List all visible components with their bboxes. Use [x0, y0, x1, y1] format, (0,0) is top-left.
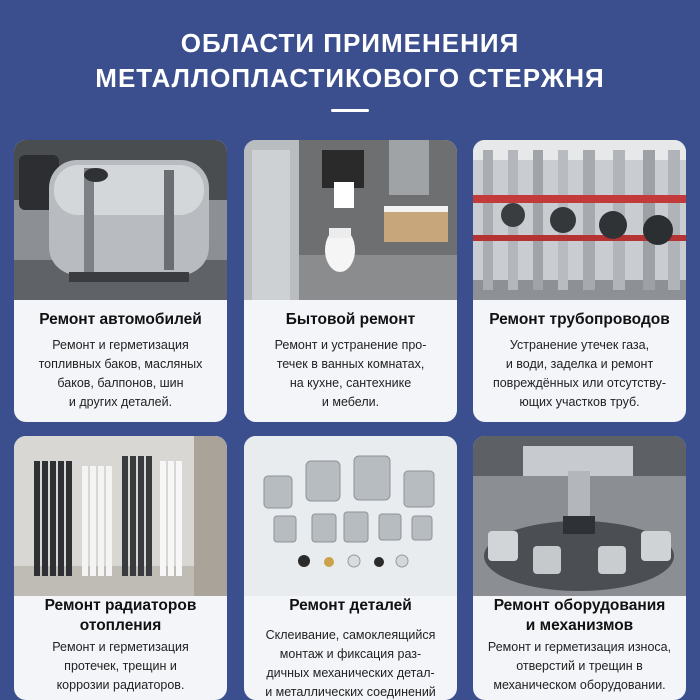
- pipelines-photo: [473, 140, 686, 300]
- card-parts-repair: [244, 436, 457, 700]
- card-radiator-repair: [14, 436, 227, 700]
- card-description: Склеивание, самоклеящийся монтаж и фиксация раз- дичных механических детал- и металлических соединений: [265, 628, 436, 699]
- card-pipeline-repair: [473, 140, 686, 422]
- fuel-tank-photo: [14, 140, 227, 300]
- page-title-line-1: ОБЛАСТИ ПРИМЕНЕНИЯ: [180, 28, 520, 58]
- radiators-photo: [14, 436, 227, 596]
- card-title: Бытовой ремонт: [285, 311, 416, 328]
- card-description: Ремонт и герметизация протечек, трещин и коррозии радиаторов.: [52, 640, 189, 692]
- page-title-line-2: МЕТАЛЛОПЛАСТИКОВОГО СТЕРЖНЯ: [95, 63, 605, 93]
- card-description: Устранение утечек газа, и води, заделка и ремонт повреждённых или отсутству- ющих участков труб.: [492, 338, 667, 409]
- bathroom-photo: [244, 140, 457, 300]
- card-description: Ремонт и герметизация топливных баков, масляных баков, балпонов, шин и других деталей.: [38, 338, 203, 409]
- card-description: Ремонт и герметизация износа, отверстий и трещин в механическом оборудовании.: [487, 640, 672, 692]
- card-title: Ремонт оборудования и механизмов: [493, 597, 666, 634]
- card-household-repair: [244, 140, 457, 422]
- card-title: Ремонт деталей: [289, 597, 412, 614]
- metal-parts-photo: [244, 436, 457, 596]
- card-equipment-repair: [473, 436, 686, 700]
- card-title: Ремонт радиаторов отопления: [44, 597, 197, 634]
- page-header: [0, 26, 700, 112]
- machinery-photo: [473, 436, 686, 596]
- card-title: Ремонт автомобилей: [39, 311, 202, 328]
- title-underline: [331, 109, 369, 112]
- card-title: Ремонт трубопроводов: [489, 311, 670, 328]
- card-description: Ремонт и устранение про- течек в ванных комнатах, на кухне, сантехнике и мебели.: [274, 338, 427, 409]
- card-car-repair: [14, 140, 227, 422]
